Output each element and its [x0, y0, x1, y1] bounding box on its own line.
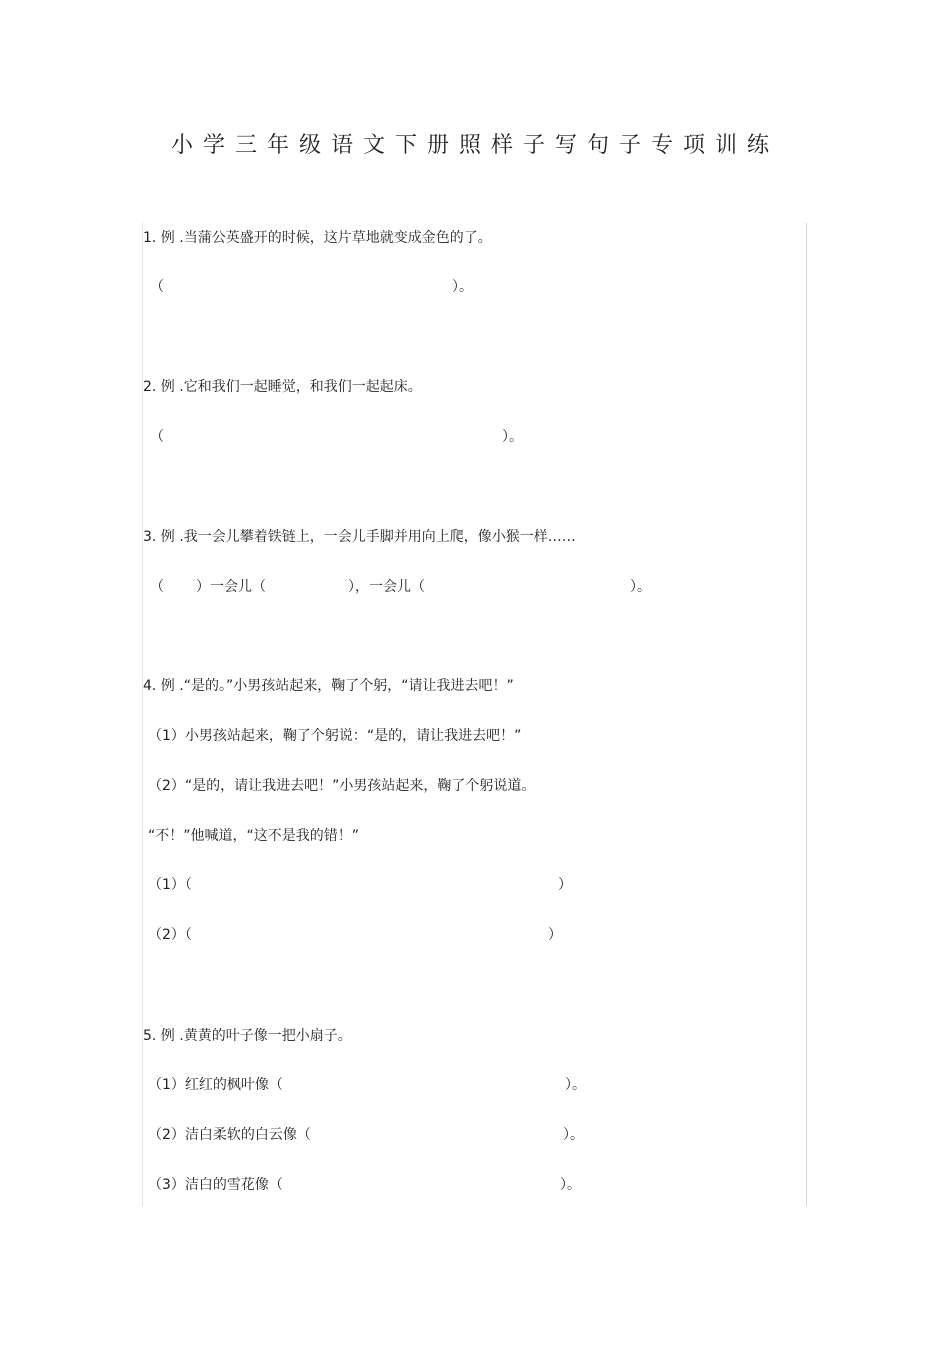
q4-example: 4. 例 .“是的。”小男孩站起来，鞠了个躬，“请让我进去吧！”: [143, 678, 514, 694]
q5-answer-1-open: （1）红红的枫叶像（: [148, 1077, 283, 1093]
q4-example-variant-2: （2）“是的，请让我进去吧！”小男孩站起来，鞠了个躬说道。: [148, 778, 536, 794]
q2-answer-open: （: [150, 429, 164, 445]
q4-answer-1-open: （1）（: [148, 877, 192, 893]
q4-example-variant-1: （1）小男孩站起来，鞠了个躬说：“是的，请让我进去吧！”: [148, 728, 522, 744]
page-title: 小学三年级语文下册照样子写句子专项训练: [170, 133, 779, 158]
q2-example: 2. 例 .它和我们一起睡觉，和我们一起起床。: [143, 379, 422, 395]
q4-answer-2-open: （2）（: [148, 927, 192, 943]
q5-answer-3-close: ）。: [560, 1177, 581, 1193]
q4-task-sentence: “不！”他喊道，“这不是我的错！”: [148, 828, 360, 844]
q5-example: 5. 例 .黄黄的叶子像一把小扇子。: [143, 1028, 352, 1044]
q1-example: 1. 例 .当蒲公英盛开的时候，这片草地就变成金色的了。: [143, 230, 492, 246]
q5-answer-1-close: ）。: [565, 1077, 586, 1093]
q3-blank-close: ）。: [630, 579, 651, 595]
q3-example: 3. 例 .我一会儿攀着铁链上，一会儿手脚并用向上爬，像小猴一样……: [143, 529, 576, 545]
q4-answer-1-close: ）: [558, 877, 572, 893]
q5-answer-2-close: ）。: [563, 1127, 584, 1143]
q5-answer-2-open: （2）洁白柔软的白云像（: [148, 1127, 311, 1143]
q1-answer-close: ）。: [452, 279, 473, 295]
frame-right-border: [806, 223, 807, 1206]
q5-answer-3-open: （3）洁白的雪花像（: [148, 1177, 283, 1193]
q4-answer-2-close: ）: [548, 927, 562, 943]
q1-answer-open: （: [150, 279, 164, 295]
q2-answer-close: ）。: [502, 429, 523, 445]
q3-blank-1-open: （: [150, 579, 164, 595]
q3-blank-3-open: ），一会儿（: [348, 579, 425, 595]
q3-blank-2-open: ）一会儿（: [196, 579, 266, 595]
frame-left-border: [142, 223, 143, 1206]
